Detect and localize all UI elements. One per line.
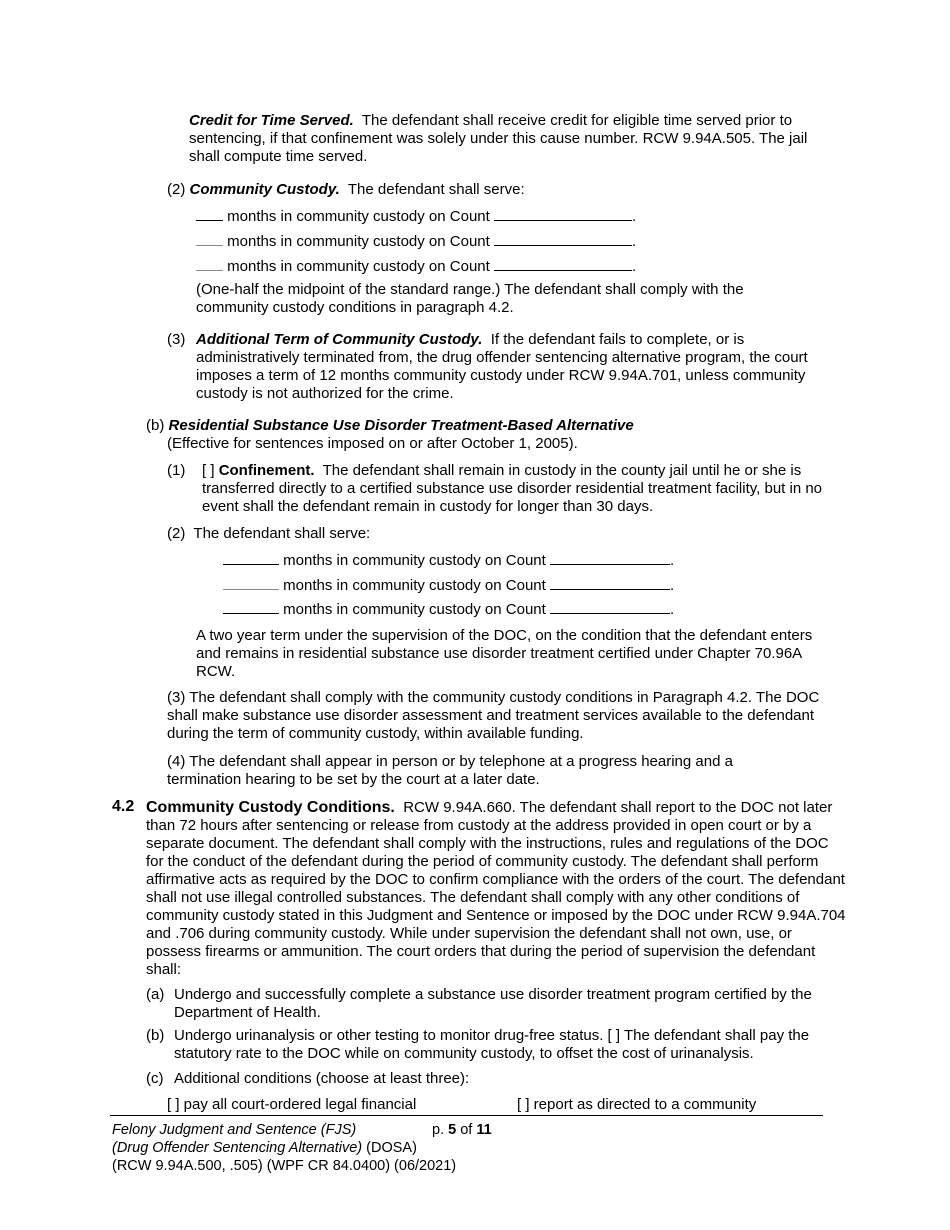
months-blank[interactable] — [196, 206, 223, 221]
footer-rcw-line: (RCW 9.94A.500, .505) (WPF CR 84.0400) (06/2021) — [112, 1158, 457, 1174]
item-number: (2) — [167, 525, 186, 542]
months-blank[interactable] — [196, 231, 223, 246]
page-current: 5 — [448, 1122, 457, 1138]
option-report-community[interactable]: [ ] report as directed to a community — [517, 1096, 757, 1113]
residential-custody-line-2: months in community custody on Count . — [223, 575, 674, 595]
count-blank[interactable] — [494, 206, 632, 221]
item-number: (a) — [146, 986, 165, 1003]
footer-subtitle-line — [112, 1139, 417, 1157]
section-b-heading: Residential Substance Use Disorder Treatment-Based Alternative — [168, 417, 634, 434]
count-blank[interactable] — [550, 599, 670, 614]
credit-paragraph — [189, 112, 829, 166]
page-prefix: p. — [432, 1122, 445, 1138]
section-42-heading: Community Custody Conditions. — [146, 799, 395, 816]
item-number: (1) — [167, 462, 186, 479]
item-number: (3) — [167, 331, 186, 348]
custody-line-text: months in community custody on Count — [283, 552, 546, 569]
count-blank[interactable] — [494, 231, 632, 246]
footer-subtitle: (Drug Offender Sentencing Alternative) — [112, 1140, 363, 1156]
months-blank[interactable] — [223, 599, 279, 614]
credit-heading: Credit for Time Served. — [189, 112, 354, 129]
footer-title-line — [112, 1121, 356, 1139]
footer-subtitle-abbr: (DOSA) — [366, 1140, 417, 1156]
confinement-paragraph — [202, 462, 832, 516]
confinement-body: The defendant shall remain in custody in the county jail until he or she is transferred directly to a certified substance use disorder residential treatment facility, but in no event shall the defendant remain in custody for longer than 30 days. — [202, 462, 823, 515]
additional-term-heading: Additional Term of Community Custody. — [196, 331, 483, 348]
custody-line-text: months in community custody on Count — [227, 258, 490, 275]
custody-line-text: months in community custody on Count — [227, 233, 490, 250]
custody-note: (One-half the midpoint of the standard range.) The defendant shall comply with the community custody conditions in paragraph 4.2. — [196, 281, 744, 316]
count-blank[interactable] — [550, 550, 670, 565]
community-custody-heading-line — [167, 181, 525, 199]
option-pay-financial[interactable]: [ ] pay all court-ordered legal financial — [167, 1096, 417, 1113]
item-number: (2) — [167, 181, 186, 198]
condition-b: Undergo urinanalysis or other testing to monitor drug-free status. [ ] The defendant shall pay the statutory rate to the DOC while on community custody, to offset the cost of urinanalysis. — [174, 1027, 810, 1062]
credit-body: The defendant shall receive credit for eligible time served prior to sentencing, if that confinement was solely under this cause number. RCW 9.94A.505. The jail shall compute time served. — [189, 112, 808, 165]
custody-line-3: months in community custody on Count . — [196, 256, 636, 276]
condition-a: Undergo and successfully complete a substance use disorder treatment program certified by the Department of Health. — [174, 986, 812, 1021]
section-b-label: (b) — [146, 417, 165, 434]
page-total: 11 — [476, 1122, 492, 1138]
section-42-number: 4.2 — [112, 798, 135, 815]
condition-c: Additional conditions (choose at least three): — [174, 1070, 470, 1087]
confinement-checkbox[interactable]: [ ] — [202, 462, 215, 479]
count-blank[interactable] — [550, 575, 670, 590]
two-year-paragraph: A two year term under the supervision of the DOC, on the condition that the defendant enters and remains in residential substance use disorder treatment certified under Chapter 70.96A RCW. — [196, 627, 813, 680]
count-blank[interactable] — [494, 256, 632, 271]
item-number: (b) — [146, 1027, 165, 1044]
additional-term-body: If the defendant fails to complete, or is administratively terminated from, the drug offender sentencing alternative program, the court imposes a term of 12 months community custody under RCW 9.94A.701, unless community custody is not authorized for the crime. — [196, 331, 808, 402]
serve-lead: The defendant shall serve: — [193, 525, 371, 542]
months-blank[interactable] — [223, 575, 279, 590]
item-number: (c) — [146, 1070, 164, 1087]
custody-line-text: months in community custody on Count — [283, 577, 546, 594]
community-custody-heading: Community Custody. — [189, 181, 340, 198]
months-blank[interactable] — [196, 256, 223, 271]
custody-line-text: months in community custody on Count — [227, 208, 490, 225]
custody-line-1: months in community custody on Count . — [196, 206, 636, 226]
residential-custody-line-3: months in community custody on Count . — [223, 599, 674, 619]
additional-term-paragraph — [196, 331, 836, 403]
footer-form-title: Felony Judgment and Sentence (FJS) — [112, 1122, 357, 1138]
community-custody-lead: The defendant shall serve: — [347, 181, 525, 198]
months-blank[interactable] — [223, 550, 279, 565]
footer-divider — [110, 1115, 823, 1116]
section-b-effective: (Effective for sentences imposed on or after October 1, 2005). — [167, 435, 578, 452]
custody-line-text: months in community custody on Count — [283, 601, 546, 618]
section-b-heading-line — [146, 417, 634, 435]
serve-line — [167, 525, 370, 543]
residential-custody-line-1: months in community custody on Count . — [223, 550, 674, 570]
section-42-body: RCW 9.94A.660. The defendant shall report to the DOC not later than 72 hours after sentencing or release from custody at the address provided in open court or by a separate document. The defendant shall comply with the instructions, rules and regulations of the DOC for the conduct of the defendant during the period of community custody. The defendant shall perform affirmative acts as required by the DOC to confirm compliance with the orders of the court. The defendant shall not use illegal controlled substances. The defendant shall comply with any other conditions of community custody stated in this Judgment and Sentence or imposed by the DOC under RCW 9.94A.704 and .706 during community custody. While under supervision the defendant shall not own, use, or possess firearms or ammunition. The court orders that during the period of supervision the defendant shall: — [146, 799, 846, 978]
page-of: of — [460, 1122, 473, 1138]
section-42-paragraph — [146, 799, 846, 979]
section-b-item4: (4) The defendant shall appear in person or by telephone at a progress hearing and a termination hearing to be set by the court at a later date. — [167, 753, 733, 788]
confinement-heading: Confinement. — [218, 462, 315, 479]
page-number — [432, 1121, 492, 1139]
section-b-item3: (3) The defendant shall comply with the community custody conditions in Paragraph 4.2. The DOC shall make substance use disorder assessment and treatment services available to the defendant during the term of community custody, within available funding. — [167, 689, 820, 742]
custody-line-2: months in community custody on Count . — [196, 231, 636, 251]
